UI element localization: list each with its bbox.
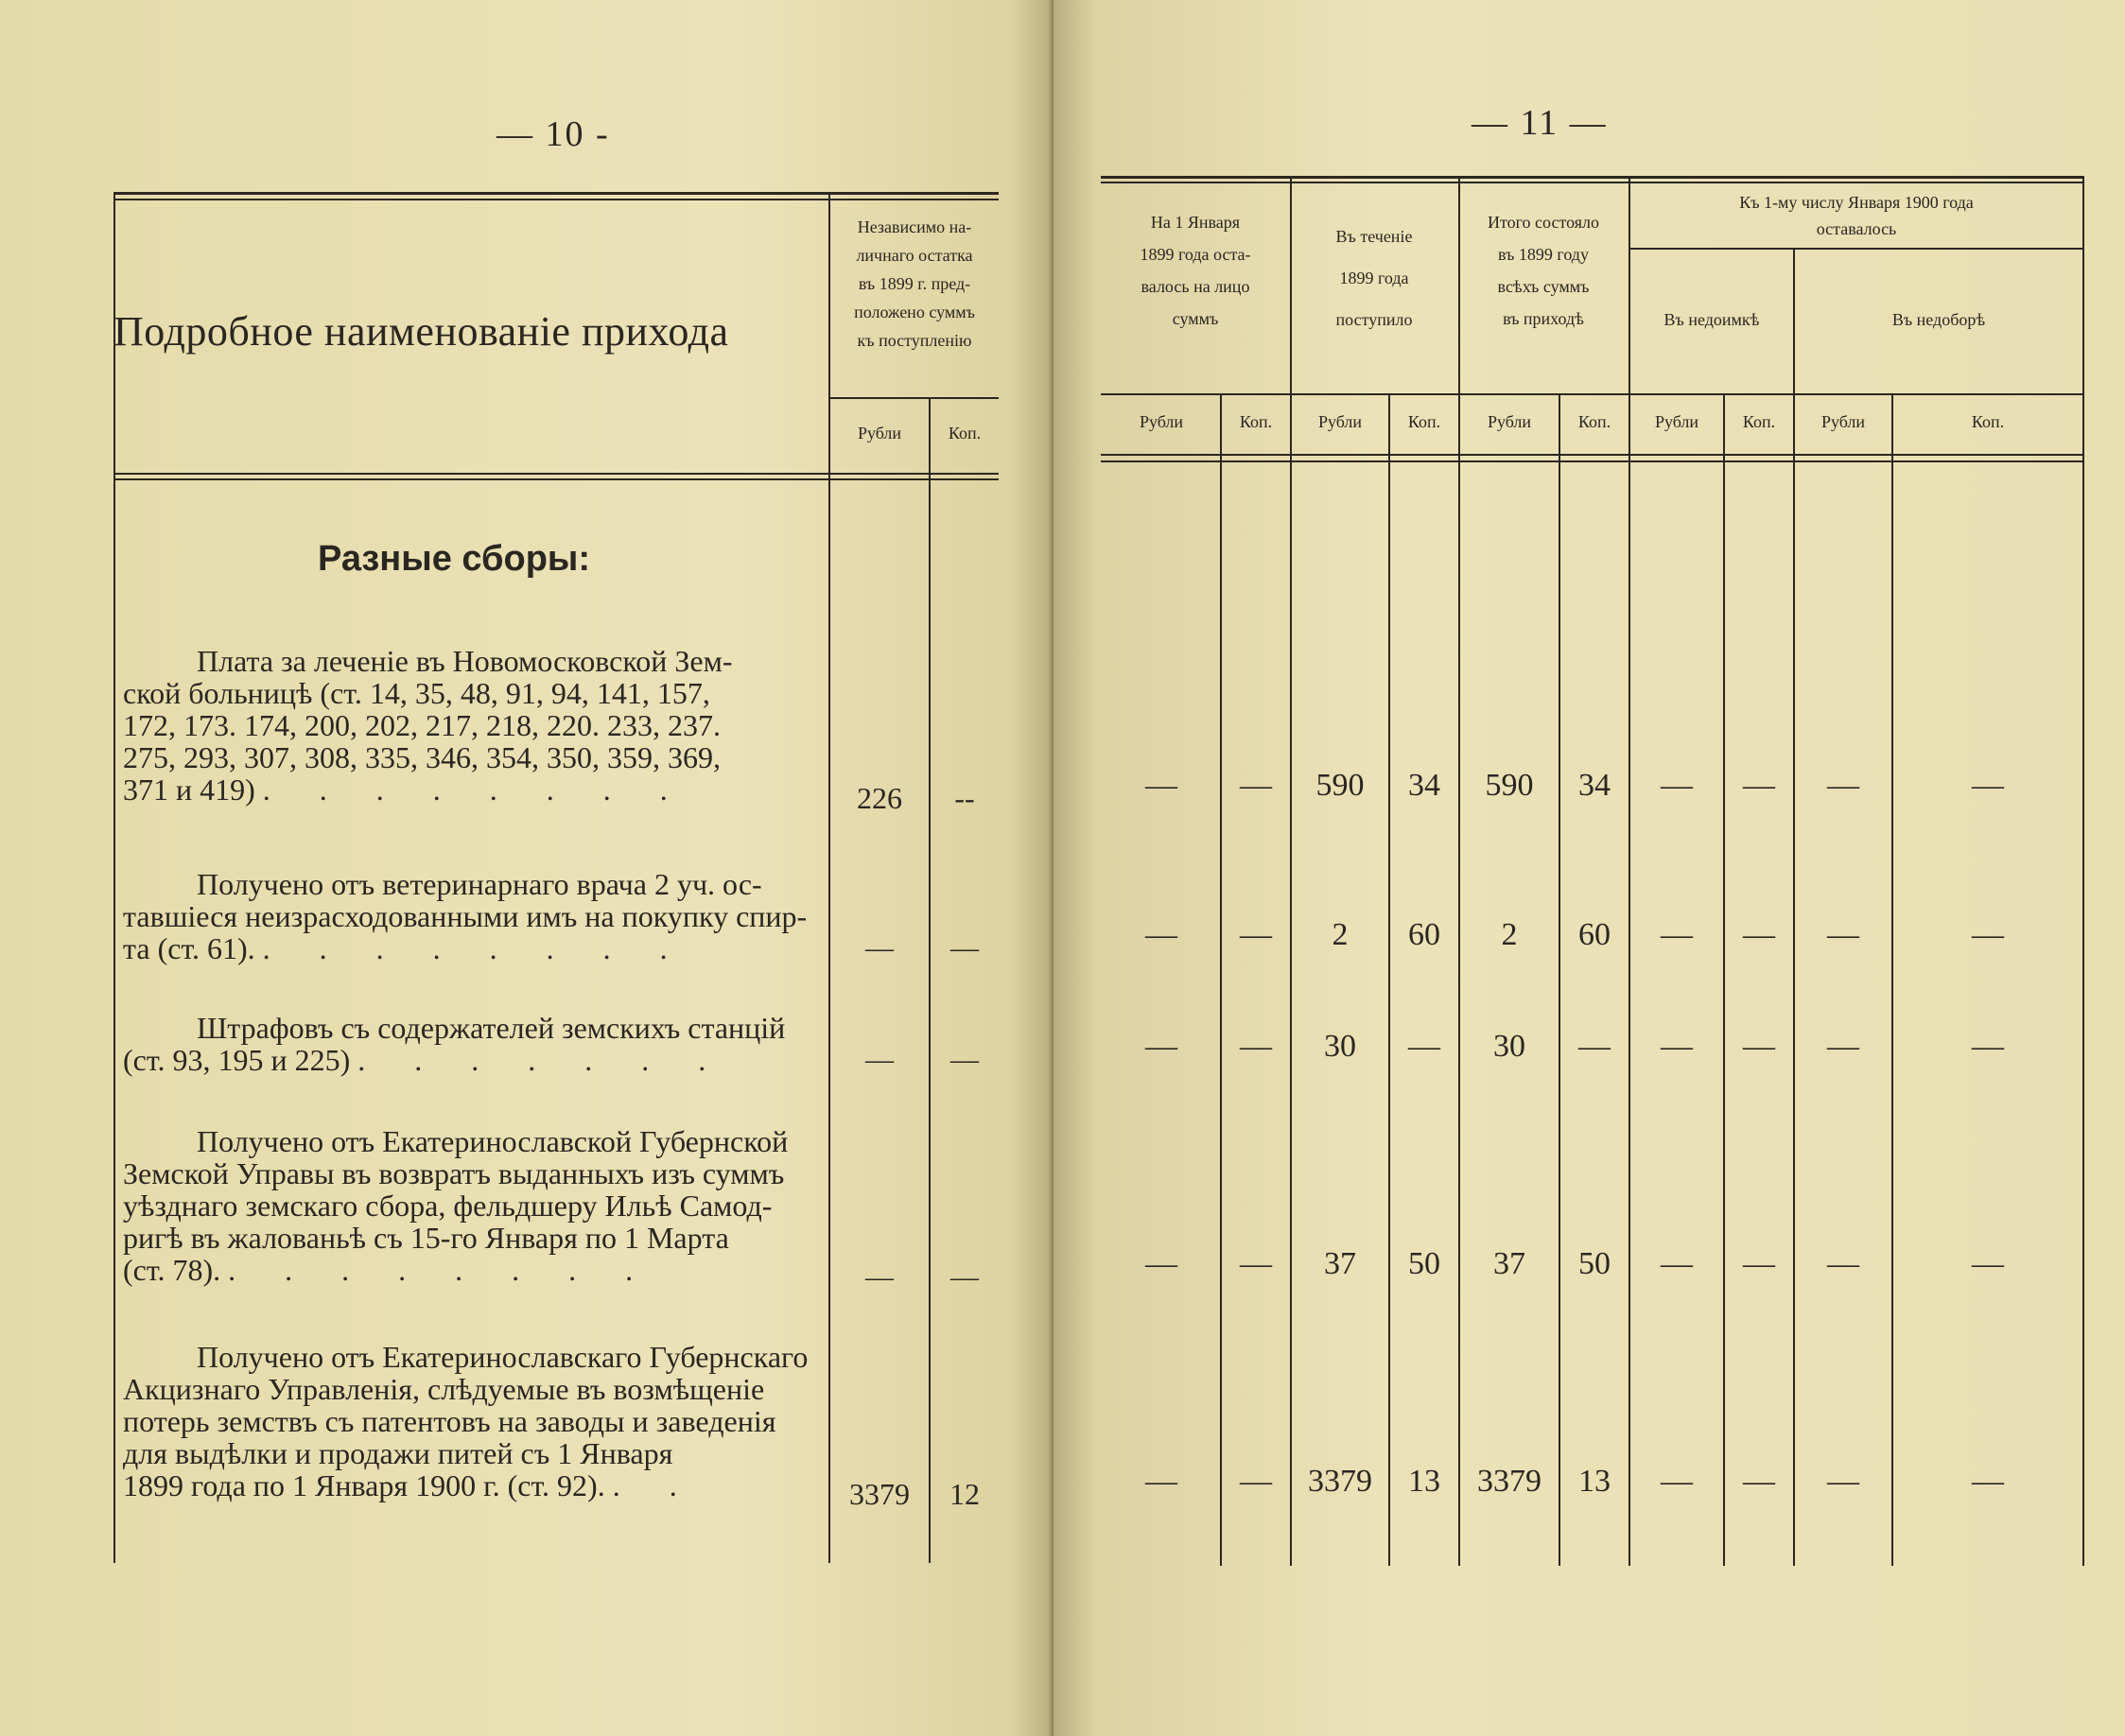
row: — — 3379 13 3379 13 — — — — <box>1145 1464 2004 1499</box>
table-left-border <box>113 192 115 1563</box>
entry-item: Плата за леченіе въ Новомосковской Зем- ской больницѣ (ст. 14, 35, 48, 91, 94, 141, 157, 172, 173. 174, 200, 202, 217, 218, 220. 233, 237. 275, 293, 307, 308, 335, 346, 354, 350, 359, 369, 371 и 419) . . . . . . . . <box>123 644 733 807</box>
right-page <box>1054 0 2125 1736</box>
rubli-header: Рубли <box>1139 412 1184 431</box>
col-divider-rub-kop <box>929 397 931 1563</box>
table-top-rule-2 <box>113 199 999 200</box>
entry-item: Штрафовъ съ содержателей земскихъ станцій (ст. 93, 195 и 225) . . . . . . . <box>123 1011 786 1077</box>
rubli-header: Рубли <box>857 424 902 443</box>
header-remaining: Къ 1-му числу Января 1900 года оставалось <box>1739 193 1974 238</box>
page-number-left: — 10 - <box>496 114 610 154</box>
rubli-header: Рубли <box>1487 412 1532 431</box>
entry-rubli: 226 <box>857 781 902 815</box>
kop-header: Коп. <box>1742 412 1776 431</box>
header-received: Въ теченіе 1899 года поступило <box>1335 227 1413 329</box>
header-bottom-rule-2 <box>1101 460 2084 462</box>
kop-header: Коп. <box>1971 412 2005 431</box>
table-top-rule <box>113 192 999 195</box>
entry-kop: — <box>950 1044 979 1075</box>
rub-kop-divider <box>1723 393 1725 1566</box>
group-header-rule <box>1629 248 2082 250</box>
row: — — 590 34 590 34 — — — — <box>1145 768 2004 803</box>
kop-header: Коп. <box>1239 412 1273 431</box>
col-divider <box>1290 176 1292 1566</box>
table-top-rule <box>1101 176 2084 179</box>
entry-kop: — <box>950 1261 979 1293</box>
entry-kop: -- <box>954 781 975 815</box>
left-page <box>0 0 1054 1736</box>
entry-item: Получено отъ Екатеринославскаго Губернскаго Акцизнаго Управленія, слѣдуемые въ возмѣщеніе потерь земствъ съ патентовъ на заводы и заведенія для выдѣлки и продажи питей съ 1 Января 1899 года по 1 Января 1900 г. (ст. 92). . . <box>123 1340 809 1502</box>
rubli-header: Рубли <box>1654 412 1699 431</box>
table-title: Подробное наименованіе прихода <box>113 308 729 355</box>
rubli-header: Рубли <box>1317 412 1363 431</box>
col-divider <box>1458 176 1460 1566</box>
rub-kop-divider <box>1388 393 1390 1566</box>
kop-header: Коп. <box>1407 412 1441 431</box>
subheader-rule <box>828 397 999 399</box>
table-top-rule-2 <box>1101 182 2084 183</box>
page-number-right: — 11 — <box>1472 103 1608 143</box>
entry-item: Получено отъ Екатеринославской Губернской Земской Управы въ возвратъ выданныхъ изъ суммъ уѣзднаго земскаго сбора, фельдшеру Ильѣ Самод- ригѣ въ жалованьѣ съ 15-го Января по 1 Марта (ст. 78). . . . . . . . . <box>123 1124 789 1287</box>
row: — — 30 — 30 — — — — — <box>1145 1029 2004 1064</box>
kop-header: Коп. <box>1577 412 1611 431</box>
col-divider <box>1793 248 1795 1566</box>
header-bottom-rule <box>1101 454 2084 456</box>
rub-kop-divider <box>1220 393 1222 1566</box>
entry-kop: — <box>950 932 979 963</box>
entry-item: Получено отъ ветеринарнаго врача 2 уч. ос- тавшіеся неизрасходованными имъ на покупку спир- та (ст. 61). . . . . . . . . <box>123 867 808 965</box>
planned-column-header: Независимо на- личнаго остатка въ 1899 г. пред- положено суммъ къ поступленію <box>854 217 975 350</box>
entry-kop: 12 <box>949 1477 980 1511</box>
header-total: Итого состояло въ 1899 году всѣхъ суммъ въ приходѣ <box>1487 213 1600 328</box>
entry-rubli: 3379 <box>849 1477 910 1511</box>
header-opening-balance: На 1 Января 1899 года оста- валось на лицо суммъ <box>1140 213 1251 328</box>
table-right-border <box>2082 176 2084 1566</box>
row: — — 2 60 2 60 — — — — <box>1145 917 2004 952</box>
header-bottom-rule <box>113 473 999 475</box>
row: — — 37 50 37 50 — — — — <box>1145 1246 2004 1281</box>
header-shortfall: Въ недоборѣ <box>1891 310 1986 329</box>
kop-header: Коп. <box>948 424 982 443</box>
rubli-header: Рубли <box>1820 412 1866 431</box>
section-title: Разные сборы: <box>317 539 591 579</box>
entry-rubli: — <box>865 932 894 963</box>
header-arrears: Въ недоимкѣ <box>1663 310 1760 329</box>
header-bottom-rule-2 <box>113 478 999 480</box>
entry-rubli: — <box>865 1261 894 1293</box>
col-divider <box>1629 176 1630 1566</box>
rub-kop-divider <box>1891 393 1893 1566</box>
rub-kop-divider <box>1559 393 1560 1566</box>
entry-rubli: — <box>865 1044 894 1075</box>
subheader-rule <box>1101 393 2084 395</box>
